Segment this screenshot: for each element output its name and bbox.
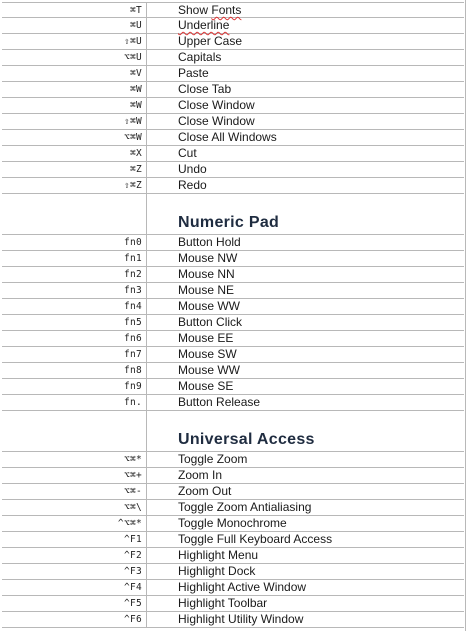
shortcut-label: Zoom In <box>178 468 223 482</box>
shortcut-label: Mouse SW <box>178 347 237 361</box>
shortcut-label: Toggle Zoom <box>178 452 248 466</box>
table-row <box>2 18 464 34</box>
shortcut-label <box>147 18 464 33</box>
shortcut-label: Highlight Menu <box>178 548 259 562</box>
shortcut-label: Button Release <box>178 395 261 409</box>
table-row <box>2 66 464 82</box>
table-row <box>2 82 464 98</box>
shortcut-label: Show Fonts <box>178 3 242 17</box>
shortcut-label: Undo <box>178 162 207 176</box>
table-row <box>2 267 464 283</box>
table-row <box>2 516 464 532</box>
section-header <box>2 411 464 452</box>
section-header-key-cell <box>2 194 147 234</box>
table-row <box>2 484 464 500</box>
shortcut-label: Mouse WW <box>178 363 241 377</box>
table-row <box>2 162 464 178</box>
shortcut-key: ⌥⌘- <box>2 484 147 499</box>
shortcut-label: Redo <box>178 178 207 192</box>
shortcut-label: Toggle Monochrome <box>178 516 287 530</box>
section-title: Numeric Pad <box>178 214 280 231</box>
table-row <box>2 596 464 612</box>
shortcut-key: ^F5 <box>2 596 147 611</box>
shortcut-label: Capitals <box>178 50 222 64</box>
shortcut-key: fn7 <box>2 347 147 362</box>
shortcut-key: ⌘V <box>2 66 147 81</box>
table-row <box>2 331 464 347</box>
shortcut-label: Button Hold <box>178 235 241 249</box>
shortcut-key: ⌥⌘\ <box>2 500 147 515</box>
table-row <box>2 379 464 395</box>
shortcut-key: ⌘W <box>2 98 147 113</box>
shortcut-key: fn8 <box>2 363 147 378</box>
table-row <box>2 347 464 363</box>
table-row <box>2 130 464 146</box>
table-row <box>2 146 464 162</box>
shortcut-label: Highlight Toolbar <box>178 596 268 610</box>
shortcut-label: Close Tab <box>178 82 232 96</box>
shortcut-key: fn4 <box>2 299 147 314</box>
shortcut-key: ^⌥⌘* <box>2 516 147 531</box>
shortcut-label: Close Window <box>178 114 255 128</box>
shortcut-key: ⇧⌘Z <box>2 178 147 193</box>
shortcut-key: ⌥⌘* <box>2 452 147 467</box>
shortcut-label: Highlight Utility Window <box>178 612 304 626</box>
shortcut-label: Mouse WW <box>178 299 241 313</box>
shortcut-key: ^F2 <box>2 548 147 563</box>
shortcut-key: ^F3 <box>2 564 147 579</box>
spellcheck-underlined-word: Underline <box>178 18 230 32</box>
shortcut-label: Mouse NE <box>178 283 235 297</box>
shortcut-label: Toggle Full Keyboard Access <box>178 532 333 546</box>
shortcut-label: Mouse EE <box>178 331 234 345</box>
shortcut-key: ⌘Z <box>2 162 147 177</box>
shortcut-label: Zoom Out <box>178 484 232 498</box>
shortcut-key: fn. <box>2 395 147 410</box>
shortcut-key: ⌥⌘U <box>2 50 147 65</box>
table-row <box>2 500 464 516</box>
table-row <box>2 98 464 114</box>
shortcut-key: ⌘X <box>2 146 147 161</box>
shortcut-label: Close All Windows <box>178 130 277 144</box>
shortcut-label: Cut <box>178 146 197 160</box>
shortcut-label: Highlight Active Window <box>178 580 307 594</box>
table-row <box>2 315 464 331</box>
shortcut-key: ⌘T <box>2 3 147 17</box>
table-row <box>2 468 464 484</box>
table-row <box>2 532 464 548</box>
section-header-key-cell <box>2 411 147 451</box>
shortcut-key: ^F4 <box>2 580 147 595</box>
section-header <box>2 194 464 235</box>
table-row <box>2 2 464 18</box>
shortcut-key: ^F1 <box>2 532 147 547</box>
shortcut-key: ⇧⌘W <box>2 114 147 129</box>
table-row <box>2 50 464 66</box>
spellcheck-underlined-word: Fonts <box>211 3 242 17</box>
shortcut-key: ⌥⌘W <box>2 130 147 145</box>
shortcut-key: fn2 <box>2 267 147 282</box>
table-row <box>2 612 464 628</box>
table-row <box>2 178 464 194</box>
shortcut-key: ⌘U <box>2 18 147 33</box>
shortcut-label: Mouse NW <box>178 251 238 265</box>
shortcut-table <box>2 2 464 628</box>
shortcut-label: Toggle Zoom Antialiasing <box>178 500 312 514</box>
table-row <box>2 580 464 596</box>
shortcut-key: fn6 <box>2 331 147 346</box>
table-row <box>2 363 464 379</box>
table-row <box>2 548 464 564</box>
shortcut-key: ⌘W <box>2 82 147 97</box>
shortcut-key: fn3 <box>2 283 147 298</box>
shortcut-label: Button Click <box>178 315 243 329</box>
shortcut-key: ^F6 <box>2 612 147 627</box>
shortcut-label: Highlight Dock <box>178 564 256 578</box>
shortcut-key: ⌥⌘+ <box>2 468 147 483</box>
table-row <box>2 114 464 130</box>
table-row <box>2 235 464 251</box>
table-row <box>2 251 464 267</box>
shortcut-label: Mouse SE <box>178 379 234 393</box>
shortcut-label: Mouse NN <box>178 267 235 281</box>
shortcut-label: Paste <box>178 66 209 80</box>
shortcut-key: fn5 <box>2 315 147 330</box>
shortcut-label: Upper Case <box>178 34 243 48</box>
shortcut-key: fn9 <box>2 379 147 394</box>
table-row <box>2 564 464 580</box>
table-row <box>2 34 464 50</box>
table-row <box>2 299 464 315</box>
shortcut-key: fn1 <box>2 251 147 266</box>
section-title: Universal Access <box>178 431 315 448</box>
shortcut-key: fn0 <box>2 235 147 250</box>
shortcut-label: Close Window <box>178 98 255 112</box>
table-row <box>2 283 464 299</box>
shortcut-key: ⇧⌘U <box>2 34 147 49</box>
table-row <box>2 395 464 411</box>
table-row <box>2 452 464 468</box>
